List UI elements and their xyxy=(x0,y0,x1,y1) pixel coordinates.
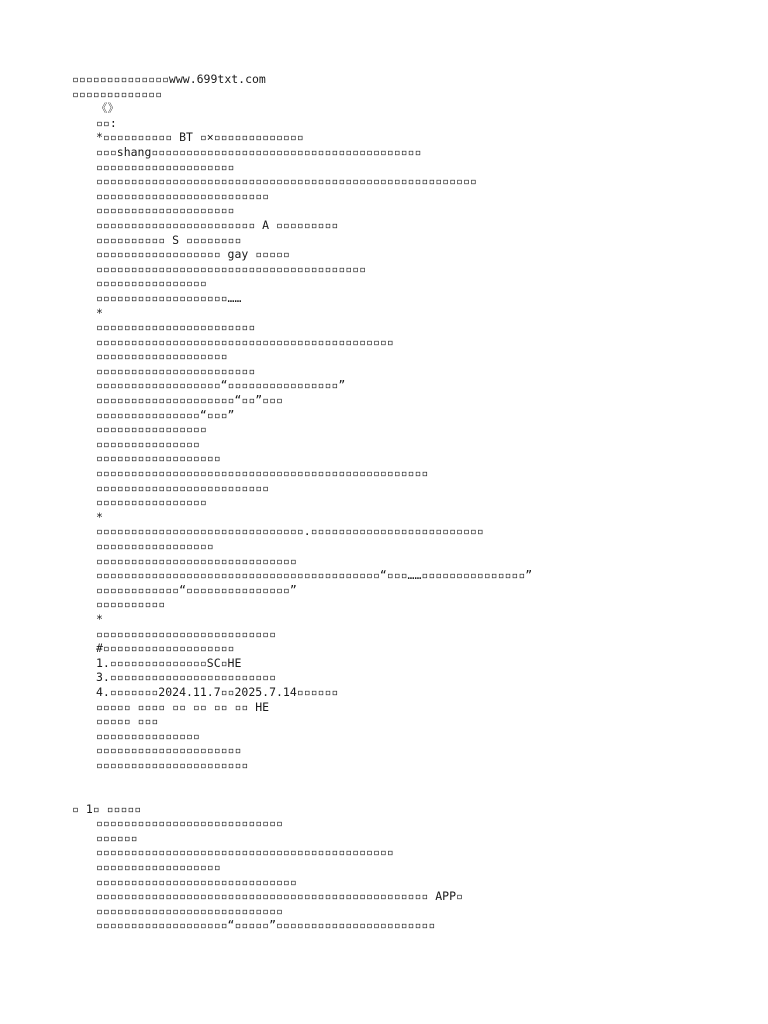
text-line: * xyxy=(96,509,103,524)
text-line: * xyxy=(96,611,103,626)
text-line: ▫▫▫▫▫▫▫▫▫▫▫▫▫▫▫▫▫▫▫▫ xyxy=(96,159,235,174)
document-body xyxy=(72,101,712,772)
text-line: ▫▫: xyxy=(96,115,117,130)
chapter-text-line: ▫▫▫▫▫▫▫▫▫▫▫▫▫▫▫▫▫▫▫▫▫▫▫▫▫▫▫ xyxy=(96,903,283,918)
chapter-heading: ▫ 1▫ ▫▫▫▫▫ xyxy=(72,801,142,816)
section-spacer xyxy=(72,773,712,802)
text-line: ▫▫▫▫▫▫▫▫▫▫▫▫▫▫▫▫ xyxy=(96,422,207,437)
text-line: ▫▫▫▫▫▫▫▫▫▫▫▫▫▫▫ xyxy=(96,436,200,451)
text-line: ▫▫▫▫▫▫▫▫▫▫▫▫▫▫▫▫▫▫▫▫▫▫▫▫▫▫▫▫▫ xyxy=(96,553,297,568)
text-line: ▫▫▫▫▫▫▫▫▫▫▫▫▫▫▫▫▫▫▫▫▫▫▫▫▫▫▫▫▫▫▫▫▫▫▫▫▫▫▫▫▫▫▫▫▫▫▫▫ xyxy=(96,466,429,481)
text-line: 3.▫▫▫▫▫▫▫▫▫▫▫▫▫▫▫▫▫▫▫▫▫▫▫▫ xyxy=(96,670,277,685)
text-line: ▫▫▫▫▫▫▫▫▫▫▫▫▫▫▫▫▫▫▫▫▫▫▫▫▫▫▫▫▫▫▫▫▫▫▫▫▫▫▫▫▫“▫▫▫……▫▫▫▫▫▫▫▫▫▫▫▫▫▫▫” xyxy=(96,568,533,583)
text-line: ▫▫▫▫▫▫▫▫▫▫▫▫▫▫▫▫▫▫▫▫▫▫▫ xyxy=(96,363,256,378)
chapter-text-line: ▫▫▫▫▫▫▫▫▫▫▫▫▫▫▫▫▫▫▫▫▫▫▫▫▫▫▫▫▫▫▫▫▫▫▫▫▫▫▫▫▫▫▫ xyxy=(96,845,394,860)
text-line: ▫▫▫▫▫▫▫▫▫▫▫▫▫▫▫ xyxy=(96,728,200,743)
text-line: 1.▫▫▫▫▫▫▫▫▫▫▫▫▫▫SC▫HE xyxy=(96,655,242,670)
chapter-text-line: ▫▫▫▫▫▫▫▫▫▫▫▫▫▫▫▫▫▫▫▫▫▫▫▫▫▫▫▫▫ xyxy=(96,874,297,889)
text-line: 《》 xyxy=(96,101,119,116)
document-header xyxy=(72,72,712,101)
chapter-text-line: ▫▫▫▫▫▫▫▫▫▫▫▫▫▫▫▫▫▫▫▫▫▫▫▫▫▫▫ xyxy=(96,816,283,831)
text-line: ▫▫▫▫▫▫▫▫▫▫▫▫▫▫▫▫▫ xyxy=(96,539,214,553)
text-line: ▫▫▫▫▫▫▫▫▫▫▫▫▫▫▫▫ xyxy=(96,495,207,510)
text-line: *▫▫▫▫▫▫▫▫▫▫ BT ▫×▫▫▫▫▫▫▫▫▫▫▫▫▫ xyxy=(96,130,304,145)
text-line: ▫▫▫shang▫▫▫▫▫▫▫▫▫▫▫▫▫▫▫▫▫▫▫▫▫▫▫▫▫▫▫▫▫▫▫▫▫▫▫▫▫▫▫ xyxy=(96,144,422,159)
text-line: ▫▫▫▫▫▫▫▫▫▫▫▫▫▫▫▫▫▫ xyxy=(96,451,221,466)
text-line: ▫▫▫▫▫▫▫▫▫▫▫▫▫▫▫▫▫▫▫▫“▫▫”▫▫▫ xyxy=(96,393,283,408)
text-line: ▫▫▫▫▫▫▫▫▫▫▫▫▫▫▫▫▫▫▫ xyxy=(96,349,228,364)
text-line: ▫▫▫▫▫▫▫▫▫▫▫▫▫▫▫▫▫▫ gay ▫▫▫▫▫ xyxy=(96,247,290,262)
chapter-text-line: ▫▫▫▫▫▫ xyxy=(96,830,138,845)
text-line: ▫▫▫▫▫▫▫▫▫▫ S ▫▫▫▫▫▫▫▫ xyxy=(96,232,242,247)
header-line: ▫▫▫▫▫▫▫▫▫▫▫▫▫ xyxy=(72,86,163,101)
header-line: ▫▫▫▫▫▫▫▫▫▫▫▫▫▫www.699txt.com xyxy=(72,72,266,86)
chapter-text-line: ▫▫▫▫▫▫▫▫▫▫▫▫▫▫▫▫▫▫▫“▫▫▫▫▫”▫▫▫▫▫▫▫▫▫▫▫▫▫▫▫▫▫▫▫▫▫▫▫ xyxy=(96,918,436,933)
text-line: ▫▫▫▫▫▫▫▫▫▫▫▫“▫▫▫▫▫▫▫▫▫▫▫▫▫▫▫” xyxy=(96,582,297,597)
chapter-body xyxy=(72,816,712,933)
text-line: ▫▫▫▫▫ ▫▫▫▫ ▫▫ ▫▫ ▫▫ ▫▫ HE xyxy=(96,699,270,714)
text-line: ▫▫▫▫▫▫▫▫▫▫▫▫▫▫▫▫▫▫▫▫▫▫▫ A ▫▫▫▫▫▫▫▫▫ xyxy=(96,217,339,232)
text-line: ▫▫▫▫▫▫▫▫▫▫▫▫▫▫▫▫▫▫▫▫▫▫▫▫▫▫ xyxy=(96,626,277,641)
text-line: ▫▫▫▫▫▫▫▫▫▫▫▫▫▫▫“▫▫▫” xyxy=(96,407,235,422)
text-line: ▫▫▫▫▫▫▫▫▫▫ xyxy=(96,597,166,612)
text-line: ▫▫▫▫▫▫▫▫▫▫▫▫▫▫▫▫▫▫▫▫▫▫▫▫▫ xyxy=(96,188,270,203)
chapter-text-line: ▫▫▫▫▫▫▫▫▫▫▫▫▫▫▫▫▫▫ xyxy=(96,860,221,875)
text-line: ▫▫▫▫▫▫▫▫▫▫▫▫▫▫▫▫▫▫▫▫▫ xyxy=(96,743,242,758)
text-line: ▫▫▫▫▫▫▫▫▫▫▫▫▫▫▫▫▫▫▫…… xyxy=(96,290,242,305)
text-line: ▫▫▫▫▫ ▫▫▫ xyxy=(96,714,159,729)
text-line: * xyxy=(96,305,103,320)
text-line: ▫▫▫▫▫▫▫▫▫▫▫▫▫▫▫▫▫▫▫▫▫▫▫▫▫▫▫▫▫▫.▫▫▫▫▫▫▫▫▫▫▫▫▫▫▫▫▫▫▫▫▫▫▫▫▫ xyxy=(96,524,484,539)
text-line: ▫▫▫▫▫▫▫▫▫▫▫▫▫▫▫▫▫▫▫▫ xyxy=(96,203,235,218)
text-line: ▫▫▫▫▫▫▫▫▫▫▫▫▫▫▫▫▫▫▫▫▫▫▫▫▫▫▫▫▫▫▫▫▫▫▫▫▫▫▫▫▫▫▫ xyxy=(96,334,394,349)
text-line: #▫▫▫▫▫▫▫▫▫▫▫▫▫▫▫▫▫▫▫ xyxy=(96,641,235,656)
text-line: ▫▫▫▫▫▫▫▫▫▫▫▫▫▫▫▫▫▫▫▫▫▫▫▫▫▫▫▫▫▫▫▫▫▫▫▫▫▫▫▫▫▫▫▫▫▫▫▫▫▫▫▫▫▫▫ xyxy=(96,174,477,189)
chapter-text-line: ▫▫▫▫▫▫▫▫▫▫▫▫▫▫▫▫▫▫▫▫▫▫▫▫▫▫▫▫▫▫▫▫▫▫▫▫▫▫▫▫▫▫▫▫▫▫▫▫ APP▫ xyxy=(96,889,463,904)
text-line: ▫▫▫▫▫▫▫▫▫▫▫▫▫▫▫▫ xyxy=(96,276,207,291)
text-line: ▫▫▫▫▫▫▫▫▫▫▫▫▫▫▫▫▫▫▫▫▫▫ xyxy=(96,757,249,772)
document-page xyxy=(72,72,712,933)
text-line: 4.▫▫▫▫▫▫▫2024.11.7▫▫2025.7.14▫▫▫▫▫▫ xyxy=(96,684,339,699)
text-line: ▫▫▫▫▫▫▫▫▫▫▫▫▫▫▫▫▫▫▫▫▫▫▫▫▫▫▫▫▫▫▫▫▫▫▫▫▫▫▫ xyxy=(96,261,367,276)
text-line: ▫▫▫▫▫▫▫▫▫▫▫▫▫▫▫▫▫▫“▫▫▫▫▫▫▫▫▫▫▫▫▫▫▫▫” xyxy=(96,378,346,393)
text-line: ▫▫▫▫▫▫▫▫▫▫▫▫▫▫▫▫▫▫▫▫▫▫▫▫▫ xyxy=(96,480,270,495)
text-line: ▫▫▫▫▫▫▫▫▫▫▫▫▫▫▫▫▫▫▫▫▫▫▫ xyxy=(96,320,256,335)
